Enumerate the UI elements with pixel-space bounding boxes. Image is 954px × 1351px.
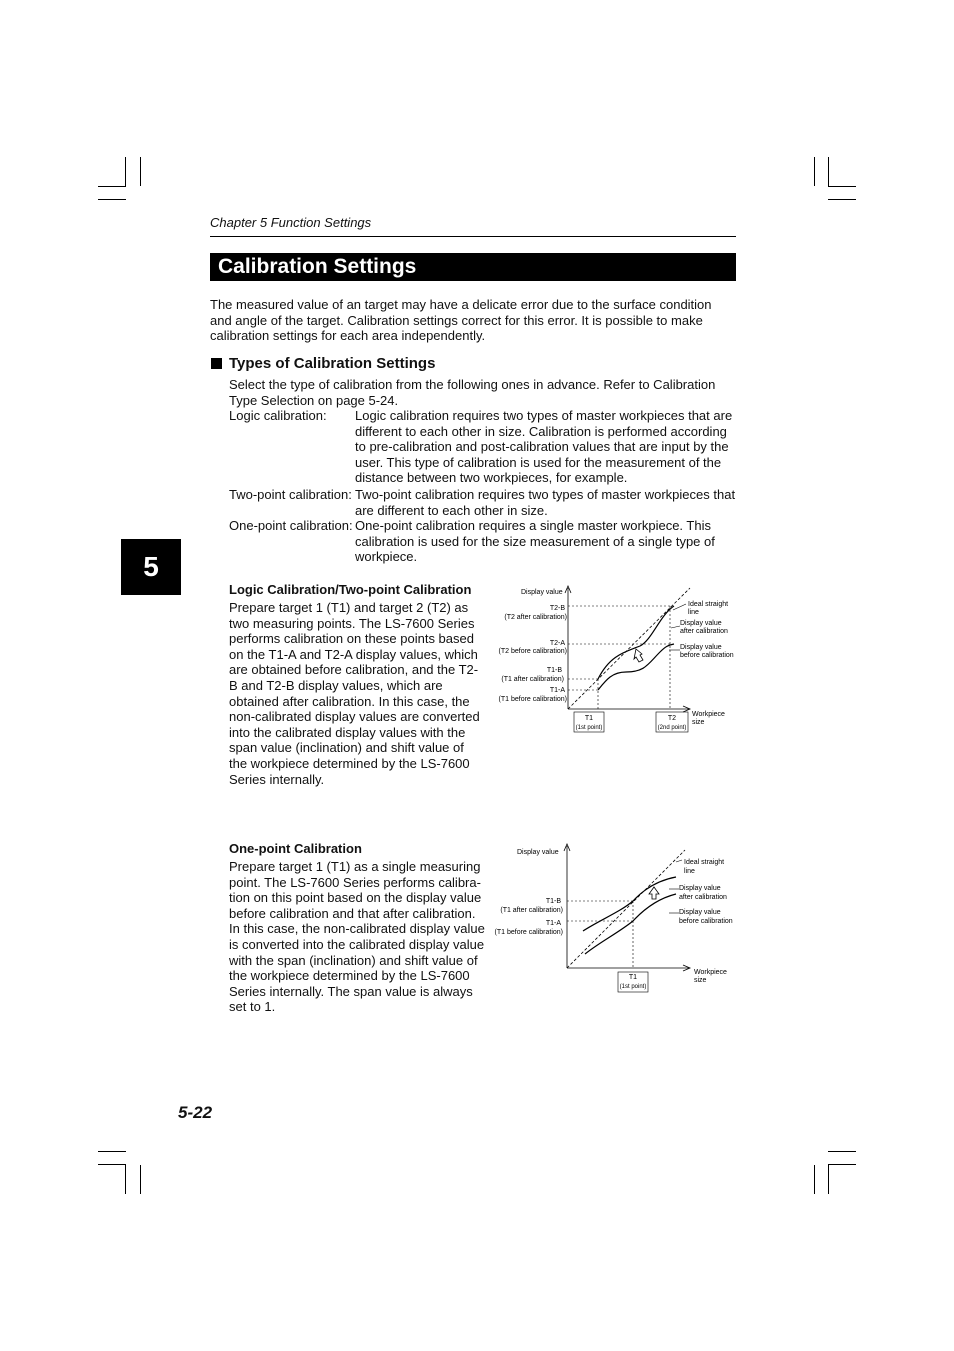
logic-paragraph: Prepare target 1 (T1) and target 2 (T2) as two measuring points. The LS-7600 Series performs calibration on these points based on the T1-A and T2-A display values, which are obtained before calibration, and the T2-B and T2-B display values, which are obtained after calibration. In this case, the non-calibrated display values are converted into the calibrated display values with the span value (inclination) and shift value of the workpiece determined by the LS-7600 Series internally.: [229, 600, 480, 787]
after-label-2: after calibration: [680, 628, 728, 635]
ideal-line-label-1: Ideal straight: [688, 601, 729, 608]
t1b-sublabel: (T1 after calibration): [500, 907, 563, 914]
square-bullet-icon: [211, 358, 222, 369]
after-label-1: Display value: [679, 885, 721, 892]
logic-heading: Logic Calibration/Two-point Calibration: [229, 582, 472, 597]
before-label-1: Display value: [679, 909, 721, 916]
y-axis-label: Display value: [521, 589, 563, 596]
after-label-2: after calibration: [679, 894, 727, 901]
after-calibration-curve: [583, 877, 676, 931]
types-intro: Select the type of calibration from the following ones in advance. Refer to Calibration Type Selection on page 5-24.: [229, 377, 716, 408]
t2-box-label: T2: [667, 715, 677, 722]
page-title: Calibration Settings: [210, 253, 736, 281]
t2a-label: T2-A: [549, 640, 565, 647]
types-heading-text: Types of Calibration Settings: [229, 355, 436, 372]
page-number: 5-22: [178, 1103, 213, 1122]
header-rule: [210, 236, 736, 237]
one-point-paragraph: Prepare target 1 (T1) as a single measuring point. The LS-7600 Series performs calibra-tion on this point based on the display value before calibration and that after calibration. In this case, the non-calibrated display value is converted into the calibrated display value with the span (inclination) and shift value of the workpiece determined by the LS-7600 Series internally. The span value is always set to 1.: [229, 859, 485, 1015]
t2a-sublabel: (T2 before calibration): [498, 648, 567, 655]
ideal-line-label-2: line: [688, 609, 699, 616]
t1b-label: T1-B: [546, 667, 562, 674]
x-axis-label-1: Workpiece: [692, 711, 725, 718]
chapter-tab: 5: [121, 539, 181, 595]
ideal-line-label-1: Ideal straight: [684, 859, 725, 866]
t2b-sublabel: (T2 after calibration): [504, 614, 567, 621]
t1a-label: T1-A: [549, 687, 565, 694]
one-point-calibration-diagram: [488, 840, 740, 995]
definition-label-two-point: Two-point calibration:: [229, 487, 352, 502]
one-point-heading: One-point Calibration: [229, 841, 362, 856]
t1-box-sublabel: (1st point): [619, 984, 647, 990]
t1a-label: T1-A: [545, 920, 561, 927]
ideal-line: [567, 850, 685, 968]
before-label-1: Display value: [680, 644, 722, 651]
y-axis-label: Display value: [517, 849, 559, 856]
t1-box-sublabel: (1st point): [575, 725, 603, 731]
x-axis-label-2: size: [694, 977, 707, 984]
t1b-sublabel: (T1 after calibration): [501, 676, 564, 683]
t1-box-label: T1: [628, 974, 638, 981]
after-label-1: Display value: [680, 620, 722, 627]
x-axis-label-1: Workpiece: [694, 969, 727, 976]
before-label-2: before calibration: [679, 918, 733, 925]
t1-box-label: T1: [584, 715, 594, 722]
t1a-sublabel: (T1 before calibration): [494, 929, 563, 936]
definition-text-logic: Logic calibration requires two types of master workpieces that are different to each other in size. Calibration is performed according to pre-calibration and post-calibration values that are input by the user. This type of calibration is used for the measurement of the distance between two workpieces, for example.: [355, 408, 733, 486]
definition-label-logic: Logic calibration:: [229, 408, 327, 423]
x-axis-label-2: size: [692, 719, 705, 726]
chapter-header: Chapter 5 Function Settings: [210, 215, 372, 230]
definition-label-one-point: One-point calibration:: [229, 518, 353, 533]
intro-paragraph: The measured value of an target may have a delicate error due to the surface condition and angle of the target. Calibration settings correct for this error. It is possible to make calibration settings for each area independently.: [210, 297, 712, 344]
t1b-label: T1-B: [545, 898, 561, 905]
arrow-icon: [634, 649, 643, 662]
before-label-2: before calibration: [680, 652, 734, 659]
ideal-line-label-2: line: [684, 868, 695, 875]
definition-text-one-point: One-point calibration requires a single master workpiece. This calibration is used for the size measurement of a single type of workpiece.: [355, 518, 715, 565]
types-heading: [211, 355, 435, 372]
arrow-icon: [649, 887, 659, 899]
t2b-label: T2-B: [549, 605, 565, 612]
t1a-sublabel: (T1 before calibration): [498, 696, 567, 703]
definition-text-two-point: Two-point calibration requires two types of master workpieces that are different to each other in size.: [355, 487, 736, 518]
logic-calibration-diagram: [490, 582, 740, 737]
after-calibration-curve: [598, 606, 674, 679]
t2-box-sublabel: (2nd point): [657, 725, 687, 731]
